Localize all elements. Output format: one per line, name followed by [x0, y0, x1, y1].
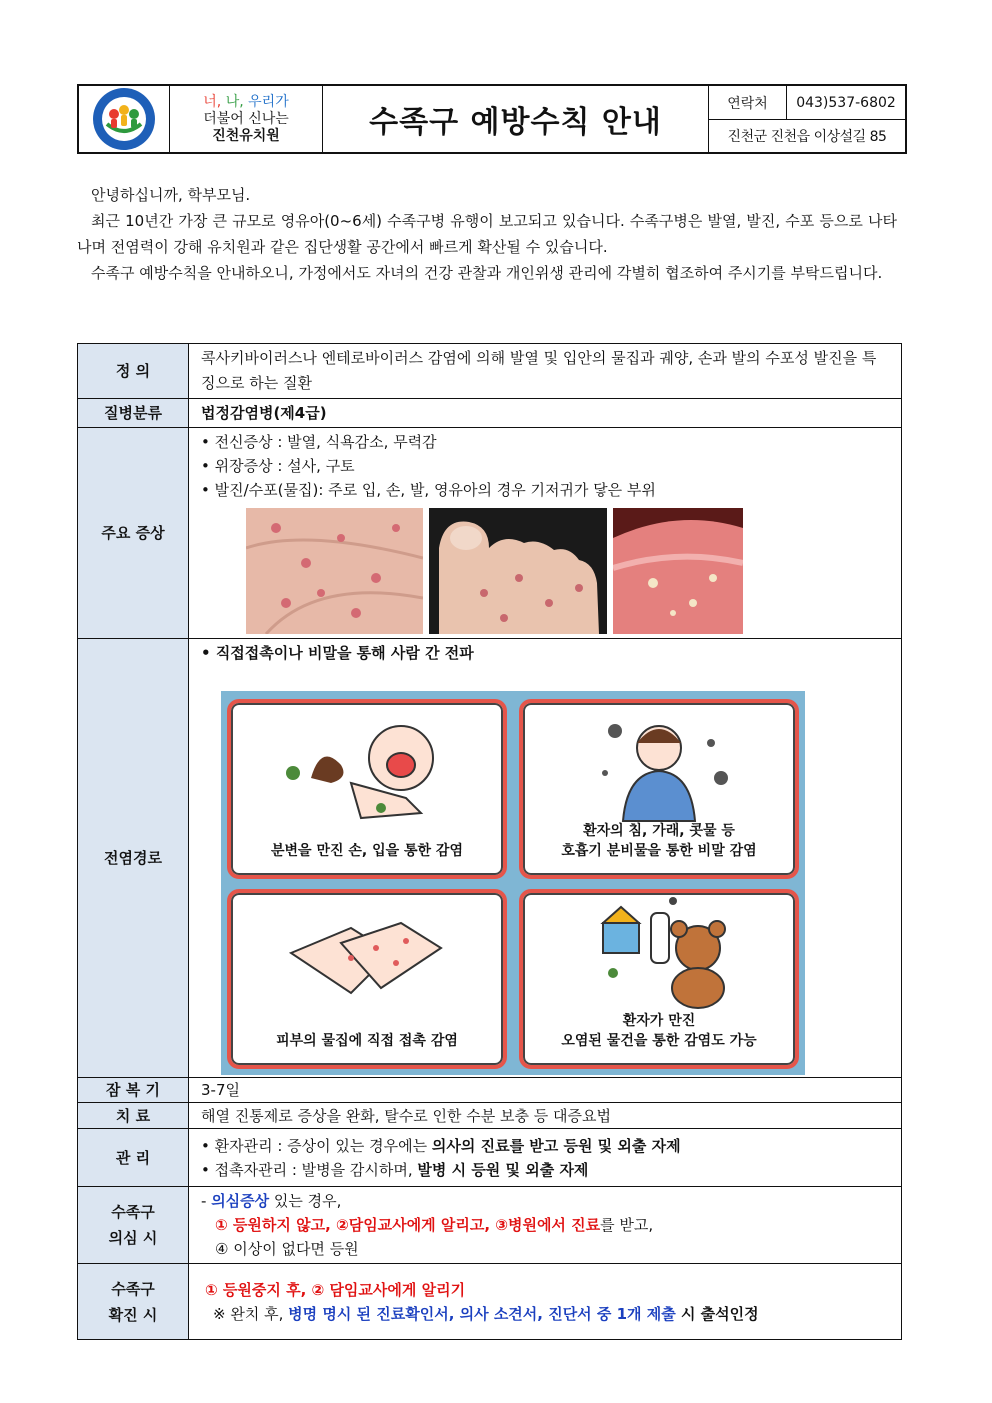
card-skin-contact	[227, 889, 507, 1069]
management-content	[189, 1129, 902, 1187]
suspected-steps: ① 등원하지 않고, ②담임교사에게 알리고, ③병원에서 진료	[215, 1216, 601, 1234]
classification-text: 법정감염병(제4급)	[189, 399, 902, 428]
handshake-icon	[231, 893, 503, 1023]
intro-paragraph-1: 최근 10년간 가장 큰 규모로 영유아(0~6세) 수족구병 유행이 보고되고 있습니다. 수족구병은 발열, 발진, 수포 등으로 나타나며 전염력이 강해 유치원과 같은 집단생활 공간에서 빠르게 확산될 수 있습니다.	[77, 212, 897, 256]
row-definition	[78, 344, 902, 399]
confirmed-documents: 병명 명시 된 진료확인서, 의사 소견서, 진단서 중 1개 제출	[288, 1304, 676, 1323]
row-incubation	[78, 1078, 902, 1103]
row-classification	[78, 399, 902, 428]
card-droplet	[519, 699, 799, 879]
kindergarten-logo-icon	[91, 86, 157, 152]
label-definition: 정 의	[78, 344, 189, 399]
label-treatment: 치 료	[78, 1103, 189, 1129]
label-suspected-line1: 수족구	[111, 1203, 155, 1221]
contact-cell	[709, 86, 905, 152]
confirmed-rest: 시 출석인정	[675, 1304, 759, 1323]
hand-mouth-icon	[231, 703, 503, 833]
label-symptoms: 주요 증상	[78, 428, 189, 639]
suspected-content	[189, 1187, 902, 1264]
suspected-line1	[201, 1189, 889, 1213]
label-incubation: 잠 복 기	[78, 1078, 189, 1103]
row-treatment	[78, 1103, 902, 1129]
contact-prefix: 접촉자관리 : 발병을 감시하며,	[214, 1160, 418, 1179]
patient-prefix: 환자관리 : 증상이 있는 경우에는	[214, 1136, 432, 1155]
header-box	[77, 84, 907, 154]
card-objects-caption-line1: 환자가 만진	[622, 1013, 696, 1029]
confirmed-line1: ① 등원중지 후, ② 담임교사에게 알리기	[205, 1280, 466, 1299]
card-contaminated-objects	[519, 889, 799, 1069]
slogan-na: 나,	[225, 93, 244, 110]
card-droplet-caption	[523, 821, 795, 861]
definition-text: 콕사키바이러스나 엔테로바이러스 감염에 의해 발열 및 입안의 물집과 궤양, 손과 발의 수포성 발진을 특징으로 하는 질환	[189, 344, 902, 399]
management-contact	[201, 1158, 889, 1182]
label-classification: 질병분류	[78, 399, 189, 428]
transmission-lead: • 직접접촉이나 비말을 통해 사람 간 전파	[201, 641, 889, 665]
label-suspected-line2: 의심 시	[108, 1229, 158, 1247]
foot-rash-photo	[429, 508, 607, 634]
contact-address-row	[709, 119, 905, 152]
suspected-line1-rest: 있는 경우,	[269, 1192, 342, 1210]
label-confirmed-line2: 확진 시	[108, 1305, 158, 1324]
row-suspected	[78, 1187, 902, 1264]
slogan-line1	[203, 94, 288, 111]
slogan-neo: 너,	[203, 93, 222, 110]
suspected-symptom: 의심증상	[211, 1192, 270, 1210]
coughing-person-icon	[523, 703, 795, 833]
label-transmission: 전염경로	[78, 639, 189, 1078]
slogan-line3: 진천유치원	[212, 127, 280, 144]
contact-phone: 043)537-6802	[796, 94, 896, 111]
confirmed-prefix: ※ 완치 후,	[213, 1304, 289, 1323]
contact-label: 연락처	[709, 86, 787, 119]
treatment-text: 해열 진통제로 증상을 완화, 탈수로 인한 수분 보충 등 대증요법	[189, 1103, 902, 1129]
label-suspected	[78, 1187, 189, 1264]
slogan-line2: 더불어 신나는	[203, 110, 289, 127]
label-management: 관 리	[78, 1129, 189, 1187]
card-contaminated-objects-caption	[523, 1011, 795, 1051]
hand-rash-photo	[246, 508, 423, 634]
patient-bold: 의사의 진료를 받고 등원 및 외출 자제	[431, 1136, 681, 1155]
intro-paragraph-2: 수족구 예방수칙을 안내하오니, 가정에서도 자녀의 건강 관찰과 개인위생 관리에 각별히 협조하여 주시기를 부탁드립니다.	[91, 264, 883, 282]
row-confirmed	[78, 1264, 902, 1340]
symptom-photos	[246, 508, 889, 634]
page-title: 수족구 예방수칙 안내	[323, 86, 709, 152]
suspected-line3: ④ 이상이 없다면 등원	[215, 1240, 359, 1258]
card-objects-caption-line2: 오염된 물건을 통한 감염도 가능	[561, 1033, 757, 1049]
label-confirmed	[78, 1264, 189, 1340]
card-fecal-oral	[227, 699, 507, 879]
toys-teddy-bear-icon	[523, 893, 795, 1023]
logo-cell	[79, 86, 170, 152]
suspected-line2-rest: 를 받고,	[600, 1216, 654, 1234]
contact-bold: 발병 시 등원 및 외출 자제	[417, 1160, 589, 1179]
card-skin-contact-caption: 피부의 물집에 직접 접촉 감염	[276, 1033, 458, 1049]
card-droplet-caption-line1: 환자의 침, 가래, 콧물 등	[583, 823, 735, 839]
management-patient	[201, 1134, 889, 1158]
card-droplet-caption-line2: 호흡기 분비물을 통한 비말 감염	[561, 843, 757, 859]
label-confirmed-line1: 수족구	[111, 1279, 155, 1298]
symptoms-content	[189, 428, 902, 639]
confirmed-line2	[201, 1302, 889, 1326]
symptom-gastro: • 위장증상 : 설사, 구토	[201, 454, 889, 478]
row-management	[78, 1129, 902, 1187]
slogan-uri: 우리가	[248, 93, 289, 110]
transmission-illustration	[221, 691, 805, 1075]
confirmed-content	[189, 1264, 902, 1340]
contact-address: 진천군 진천읍 이상설길 85	[727, 129, 887, 145]
mouth-ulcer-photo	[613, 508, 743, 634]
symptom-general: • 전신증상 : 발열, 식욕감소, 무력감	[201, 430, 889, 454]
intro-text	[77, 182, 897, 286]
symptom-rash: • 발진/수포(물집): 주로 입, 손, 발, 영유아의 경우 기저귀가 닿은 부위	[201, 478, 889, 502]
card-fecal-oral-caption: 분변을 만진 손, 입을 통한 감염	[271, 843, 463, 859]
row-transmission	[78, 639, 902, 1078]
suspected-line2	[201, 1213, 889, 1237]
intro-greeting: 안녕하십니까, 학부모님.	[91, 186, 251, 204]
info-table	[77, 343, 902, 1340]
incubation-text: 3-7일	[189, 1078, 902, 1103]
row-symptoms	[78, 428, 902, 639]
contact-phone-row	[709, 86, 905, 119]
slogan-cell	[170, 86, 323, 152]
suspected-dash: -	[201, 1192, 212, 1210]
transmission-content	[189, 639, 902, 1078]
